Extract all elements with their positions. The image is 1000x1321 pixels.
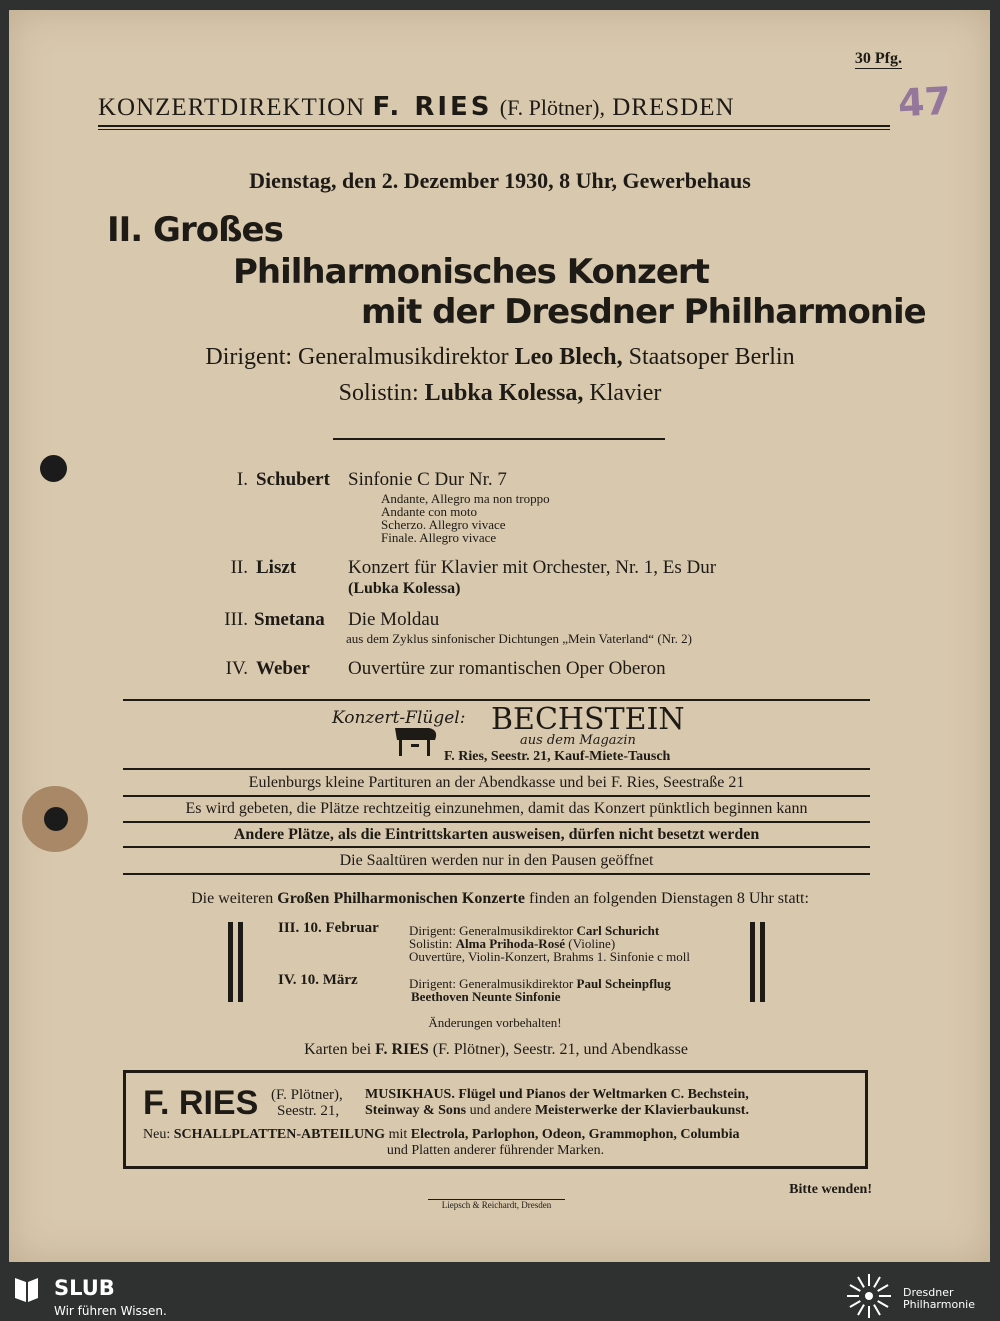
section-rule — [123, 821, 870, 823]
further-pre: Die weiteren — [191, 890, 274, 907]
punch-hole — [40, 455, 67, 482]
philharmonie-line-2: Philharmonie — [903, 1298, 975, 1311]
further-post: finden an folgenden Dienstagen 8 Uhr statt: — [528, 890, 809, 907]
decorative-bar — [750, 922, 755, 1002]
program-composer: Weber — [256, 658, 310, 679]
section-rule — [123, 768, 870, 770]
decorative-bar — [238, 922, 243, 1002]
turn-over-note: Bitte wenden! — [789, 1182, 872, 1197]
program-work: Ouvertüre zur romantischen Oper Oberon — [348, 658, 666, 679]
notice-doors: Die Saaltüren werden nur in den Pausen geöffnet — [339, 852, 654, 869]
movement: Finale. Allegro vivace — [381, 530, 497, 545]
ad-steinway: Steinway & Sons — [365, 1103, 467, 1118]
program-composer: Liszt — [256, 557, 297, 578]
program-work: Die Moldau — [348, 609, 440, 630]
c4-conductor-label: Dirigent: Generalmusikdirektor — [409, 976, 574, 991]
decorative-bar — [760, 922, 765, 1002]
program-number: II. — [230, 557, 248, 578]
conductor-name: Leo Blech, — [514, 344, 623, 370]
ticket-pre: Karten bei — [304, 1041, 372, 1058]
c3-soloist-label: Solistin: — [409, 936, 453, 951]
notice-scores: Eulenburgs kleine Partituren an der Abendkasse und bei F. Ries, Seestraße 21 — [248, 774, 745, 791]
conductor-line — [0, 344, 1000, 371]
agency-owner: (F. Plötner), — [499, 95, 605, 120]
concert-3-program: Ouvertüre, Violin-Konzert, Brahms 1. Sinfonie c moll — [409, 949, 690, 964]
conductor-label: Dirigent: — [205, 344, 293, 370]
section-rule — [123, 846, 870, 848]
notice-punctual: Es wird gebeten, die Plätze rechtzeitig einzunehmen, damit das Konzert pünktlich beginnen kann — [185, 800, 808, 817]
ad-line-1: MUSIKHAUS. Flügel und Pianos der Weltmarken C. Bechstein, — [365, 1087, 749, 1102]
changes-note: Änderungen vorbehalten! — [428, 1015, 562, 1030]
header-rule-thin — [98, 129, 890, 130]
title-line-3: mit der Dresdner Philharmonie — [361, 292, 926, 332]
conductor-role: Generalmusikdirektor — [298, 344, 509, 370]
punch-hole — [44, 807, 68, 831]
ad-line-2 — [365, 1103, 853, 1119]
grand-piano-icon — [393, 722, 439, 758]
bechstein-brand: BECHSTEIN — [491, 702, 685, 737]
agency-city: DRESDEN — [612, 94, 735, 121]
ad-street: Seestr. 21, — [277, 1103, 340, 1119]
agency-header — [98, 92, 888, 122]
program-composer: Schubert — [256, 469, 330, 490]
title-line-2: Philharmonisches Konzert — [233, 252, 709, 292]
program-soloist-note: (Lubka Kolessa) — [348, 580, 461, 597]
movement: Scherzo. Allegro vivace — [381, 517, 506, 532]
ad-owner: (F. Plötner), — [271, 1087, 343, 1103]
concert-3-date: III. 10. Februar — [278, 920, 379, 936]
ad-new-label: Neu: — [143, 1127, 171, 1142]
slub-tagline: Wir führen Wissen. — [54, 1304, 167, 1318]
philharmonie-wordmark — [903, 1287, 975, 1311]
further-concerts-intro — [0, 890, 1000, 908]
bechstein-address: F. Ries, Seestr. 21, Kauf-Miete-Tausch — [444, 749, 671, 764]
c3-soloist-instrument: (Violine) — [568, 936, 616, 951]
bechstein-sub: aus dem Magazin — [520, 733, 636, 748]
section-rule — [123, 699, 870, 701]
ad-line-4: und Platten anderer führender Marken. — [386, 1143, 605, 1158]
ad-company-name: F. RIES — [143, 1084, 259, 1122]
movement: Andante, Allegro ma non troppo — [381, 491, 550, 506]
movement: Andante con moto — [381, 504, 478, 519]
printer-imprint: Liepsch & Reichardt, Dresden — [428, 1199, 565, 1210]
header-rule — [98, 125, 890, 127]
ad-masterworks: Meisterwerke der Klavierbaukunst. — [534, 1103, 749, 1118]
c4-conductor-name: Paul Scheinpflug — [576, 976, 671, 991]
slub-logo-icon — [12, 1274, 40, 1304]
c3-soloist-name: Alma Prihoda-Rosé — [455, 936, 566, 951]
ticket-post: (F. Plötner), Seestr. 21, und Abendkasse — [432, 1041, 688, 1058]
section-divider — [333, 438, 665, 440]
further-bold: Großen Philharmonischen Konzerte — [277, 890, 525, 907]
c3-conductor-label: Dirigent: Generalmusikdirektor — [409, 923, 574, 938]
soloist-line — [0, 380, 1000, 407]
notice-seats: Andere Plätze, als die Eintrittskarten ausweisen, dürfen nicht besetzt werden — [233, 826, 760, 843]
bechstein-label: Konzert-Flügel: — [332, 708, 466, 728]
program-number: I. — [236, 469, 248, 490]
program-number: III. — [224, 609, 248, 630]
soloist-name: Lubka Kolessa, — [424, 380, 584, 406]
archive-stamp: 47 — [896, 78, 953, 126]
ad-with: mit — [388, 1127, 408, 1142]
ticket-info — [0, 1041, 992, 1059]
agency-prefix: KONZERTDIREKTION — [98, 94, 366, 121]
ad-line-3 — [143, 1127, 740, 1143]
concert-date: Dienstag, den 2. Dezember 1930, 8 Uhr, Gewerbehaus — [249, 168, 751, 193]
program-composer: Smetana — [254, 609, 325, 630]
agency-name: F. RIES — [372, 92, 493, 122]
section-rule — [123, 795, 870, 797]
program-work-note: aus dem Zyklus sinfonischer Dichtungen „Mein Vaterland“ (Nr. 2) — [346, 631, 692, 646]
soloist-label: Solistin: — [338, 380, 419, 406]
philharmonie-logo-icon — [843, 1272, 895, 1320]
program-number: IV. — [225, 658, 248, 679]
section-rule — [123, 873, 870, 875]
c3-conductor-name: Carl Schuricht — [576, 923, 660, 938]
title-line-1: II. Großes — [107, 210, 283, 250]
ad-records-department: SCHALLPLATTEN-ABTEILUNG — [173, 1127, 386, 1142]
ad-record-labels: Electrola, Parlophon, Odeon, Grammophon, Columbia — [410, 1127, 740, 1142]
ticket-seller: F. RIES — [375, 1041, 429, 1058]
concert-4-program: Beethoven Neunte Sinfonie — [411, 989, 561, 1004]
ad-and-others: und andere — [469, 1103, 532, 1118]
concert-4-date: IV. 10. März — [278, 972, 358, 988]
conductor-place: Staatsoper Berlin — [628, 344, 795, 370]
philharmonie-line-1: Dresdner — [903, 1286, 954, 1299]
program-work: Sinfonie C Dur Nr. 7 — [348, 469, 507, 490]
soloist-instrument: Klavier — [589, 380, 662, 406]
program-work: Konzert für Klavier mit Orchester, Nr. 1, Es Dur — [348, 557, 717, 578]
price-label: 30 Pfg. — [854, 50, 902, 67]
decorative-bar — [228, 922, 233, 1002]
slub-wordmark: SLUB — [54, 1276, 115, 1300]
